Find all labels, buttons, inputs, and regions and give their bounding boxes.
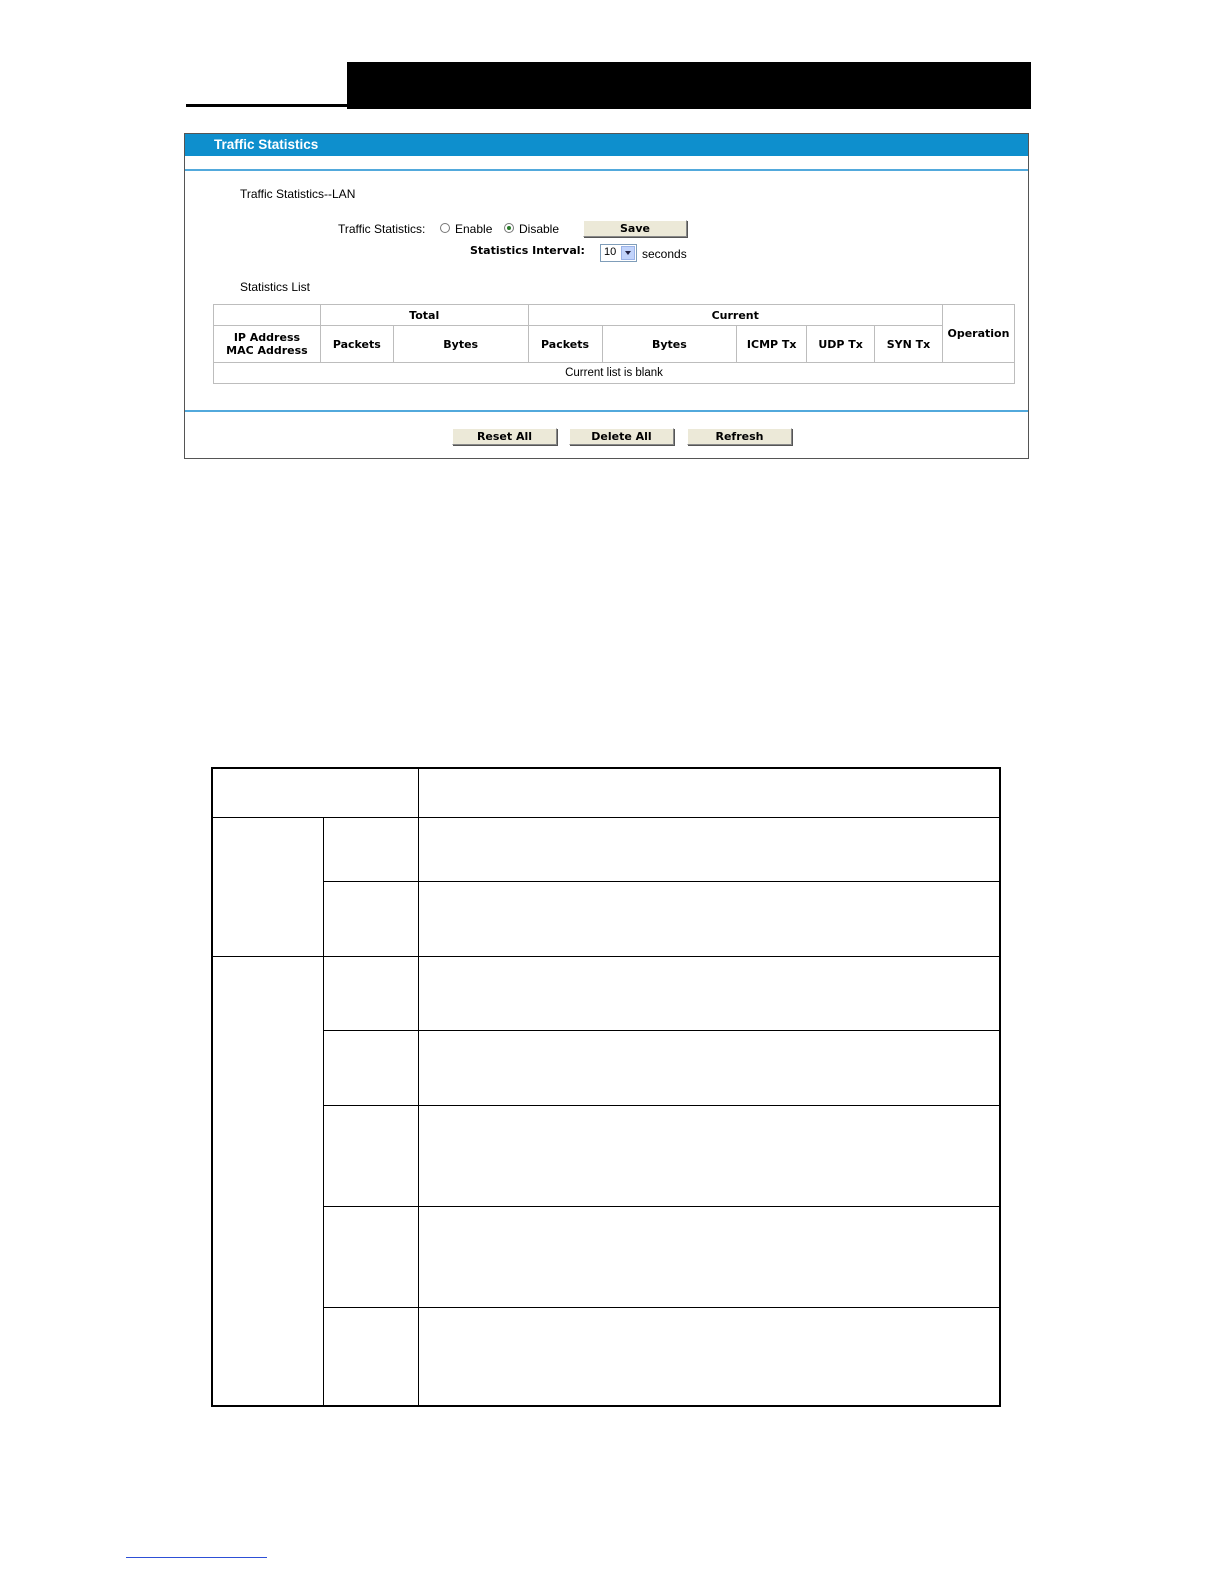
statistics-interval-select[interactable] — [600, 244, 637, 262]
desc-header-item — [212, 768, 419, 817]
header-total-packets: Packets — [320, 326, 393, 363]
page-header-rule — [186, 104, 348, 107]
desc-row-text — [419, 1105, 1001, 1206]
disable-radio[interactable] — [504, 223, 514, 233]
header-current-packets: Packets — [528, 326, 602, 363]
empty-list-message: Current list is blank — [214, 363, 1015, 384]
desc-row-label — [324, 1206, 419, 1307]
chevron-down-icon — [621, 246, 635, 260]
desc-group-total — [212, 817, 324, 956]
desc-row-label — [324, 881, 419, 956]
desc-row-text — [419, 1307, 1001, 1406]
header-operation: Operation — [942, 305, 1014, 363]
header-current: Current — [528, 305, 942, 326]
panel-title-bar — [185, 134, 1028, 156]
statistics-table — [213, 304, 1015, 384]
desc-header-description — [419, 768, 1001, 817]
header-ip: IP Address — [233, 331, 301, 344]
refresh-button[interactable]: Refresh — [687, 428, 792, 445]
desc-row-label — [324, 817, 419, 881]
desc-row-label — [324, 1105, 419, 1206]
desc-row-text — [419, 817, 1001, 881]
desc-row-text — [419, 1206, 1001, 1307]
section-lan-label: Traffic Statistics--LAN — [240, 187, 356, 201]
delete-all-button[interactable]: Delete All — [569, 428, 674, 445]
header-blank — [214, 305, 321, 326]
interval-unit: seconds — [642, 247, 687, 261]
desc-row-label — [324, 1307, 419, 1406]
bottom-divider — [185, 410, 1028, 412]
enable-radio[interactable] — [440, 223, 450, 233]
desc-group-current — [212, 956, 324, 1406]
footer-link-underline[interactable] — [126, 1557, 267, 1558]
panel-title: Traffic Statistics — [214, 137, 319, 152]
header-ip-mac — [214, 326, 321, 363]
desc-row-label — [324, 1030, 419, 1105]
page-header-bar — [347, 62, 1031, 109]
header-syn-tx: SYN Tx — [875, 326, 943, 363]
header-total-bytes: Bytes — [393, 326, 528, 363]
enable-label: Enable — [455, 222, 493, 236]
top-divider — [185, 169, 1028, 171]
header-current-bytes: Bytes — [602, 326, 737, 363]
statistics-interval-value: 10 — [604, 246, 617, 258]
desc-row-label — [324, 956, 419, 1030]
desc-row-text — [419, 1030, 1001, 1105]
save-button[interactable]: Save — [583, 220, 687, 237]
desc-row-text — [419, 956, 1001, 1030]
statistics-interval-label: Statistics Interval: — [470, 244, 585, 257]
traffic-statistics-panel — [184, 133, 1029, 459]
header-mac: MAC Address — [226, 344, 308, 357]
statistics-list-label: Statistics List — [240, 280, 311, 294]
reset-all-button[interactable]: Reset All — [452, 428, 557, 445]
desc-row-text — [419, 881, 1001, 956]
header-icmp-tx: ICMP Tx — [737, 326, 807, 363]
header-udp-tx: UDP Tx — [807, 326, 875, 363]
header-total: Total — [320, 305, 528, 326]
description-table — [211, 767, 1001, 1407]
disable-label: Disable — [519, 222, 560, 236]
traffic-statistics-label: Traffic Statistics: — [338, 222, 426, 236]
